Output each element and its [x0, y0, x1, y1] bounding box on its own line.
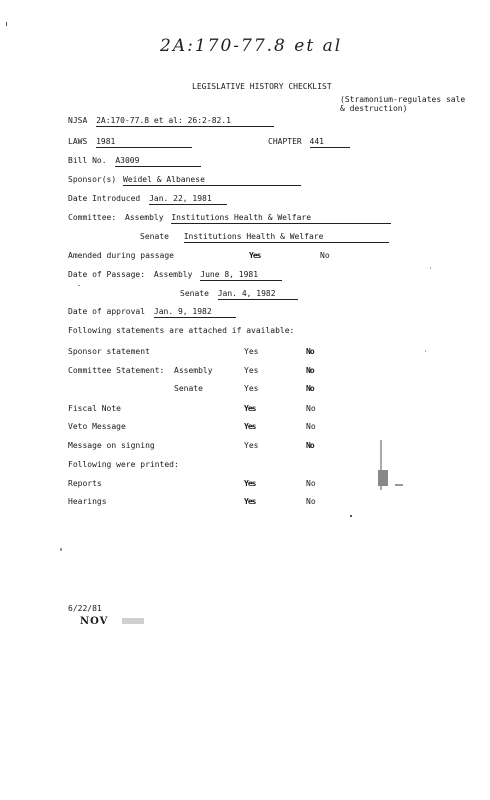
printed-heading: Following were printed:: [68, 460, 179, 469]
message-signing-label: Message on signing: [68, 441, 155, 450]
scan-mark: [78, 285, 80, 286]
approval-label: Date of approval: [68, 307, 146, 316]
scan-mark: [378, 470, 388, 486]
committee-assembly-value: Institutions Health & Welfare: [171, 214, 391, 224]
date-introduced-row: [68, 195, 227, 205]
hearings-no: No: [306, 497, 316, 506]
approval-value: Jan. 9, 1982: [154, 308, 236, 318]
subject-line-2: & destruction): [340, 104, 408, 113]
laws-label: LAWS: [68, 137, 88, 146]
passage-assembly-label: Assembly: [153, 270, 193, 279]
stamp-smudge: [122, 618, 144, 624]
sponsor-statement-label: Sponsor statement: [68, 347, 150, 356]
sponsors-row: [68, 176, 301, 186]
chapter-label: CHAPTER: [268, 137, 302, 146]
scan-mark: [60, 548, 62, 551]
subject-line-1: (Stramonium-regulates sale: [340, 95, 466, 104]
sponsor-statement-yes: Yes: [244, 347, 259, 356]
committee-statement-senate: Senate: [174, 384, 203, 393]
received-stamp: NOV: [80, 616, 109, 627]
bill-value: A3009: [115, 157, 201, 167]
bill-row: [68, 157, 201, 167]
laws-row: [68, 138, 192, 148]
committee-statement-assembly-yes: Yes: [244, 366, 259, 375]
amended-label: Amended during passage: [68, 251, 174, 260]
committee-assembly-row: [68, 214, 391, 224]
message-signing-yes: Yes: [244, 441, 259, 450]
veto-message-no: No: [306, 422, 316, 431]
date-introduced-value: Jan. 22, 1981: [149, 195, 227, 205]
attached-heading: Following statements are attached if available:: [68, 326, 295, 335]
passage-senate-row: [180, 290, 298, 300]
passage-label: Date of Passage:: [68, 270, 146, 279]
veto-message-label: Veto Message: [68, 422, 126, 431]
sponsors-label: Sponsor(s): [68, 175, 117, 184]
reports-no: No: [306, 479, 316, 488]
approval-row: [68, 308, 236, 318]
fiscal-note-label: Fiscal Note: [68, 404, 121, 413]
bill-label: Bill No.: [68, 156, 107, 165]
committee-senate-row: [140, 233, 389, 243]
date-introduced-label: Date Introduced: [68, 194, 141, 203]
fiscal-note-yes-crossed: Yes: [244, 404, 256, 413]
njsa-value: 2A:170-77.8 et al: 26:2-82.1: [96, 117, 274, 127]
amended-yes-crossed: Yes: [249, 251, 261, 260]
scan-mark: [425, 350, 426, 352]
passage-senate-label: Senate: [180, 289, 209, 298]
scan-mark: [6, 22, 7, 26]
committee-senate-value: Institutions Health & Welfare: [184, 233, 389, 243]
chapter-value: 441: [310, 138, 350, 148]
committee-senate-label: Senate: [140, 232, 169, 241]
committee-label: Committee:: [68, 213, 117, 222]
message-signing-no-crossed: No: [306, 441, 314, 450]
passage-assembly-value: June 8, 1981: [200, 271, 282, 281]
scan-mark: [430, 267, 431, 269]
njsa-row: [68, 117, 274, 127]
handwritten-title: 2A:170-77.8 et al: [160, 36, 343, 56]
sponsors-value: Weidel & Albanese: [123, 176, 301, 186]
veto-message-yes-crossed: Yes: [244, 422, 256, 431]
footer-date: 6/22/81: [68, 604, 102, 613]
committee-statement-label: Committee Statement:: [68, 366, 165, 375]
fiscal-note-no: No: [306, 404, 316, 413]
scan-mark: [395, 484, 403, 486]
hearings-yes-crossed: Yes: [244, 497, 256, 506]
scan-mark: [350, 515, 352, 517]
njsa-label: NJSA: [68, 116, 88, 125]
committee-statement-assembly-no-crossed: No: [306, 366, 314, 375]
amended-no: No: [320, 251, 330, 260]
committee-statement-senate-no-crossed: No: [306, 384, 314, 393]
sponsor-statement-no-crossed: No: [306, 347, 314, 356]
passage-senate-value: Jan. 4, 1982: [218, 290, 298, 300]
committee-statement-assembly: Assembly: [174, 366, 213, 375]
document-heading: LEGISLATIVE HISTORY CHECKLIST: [192, 82, 332, 91]
chapter-row: [268, 138, 350, 148]
committee-statement-senate-yes: Yes: [244, 384, 259, 393]
passage-assembly-row: [68, 271, 282, 281]
reports-label: Reports: [68, 479, 102, 488]
laws-value: 1981: [96, 138, 192, 148]
committee-assembly-label: Assembly: [125, 213, 164, 222]
reports-yes-crossed: Yes: [244, 479, 256, 488]
hearings-label: Hearings: [68, 497, 107, 506]
